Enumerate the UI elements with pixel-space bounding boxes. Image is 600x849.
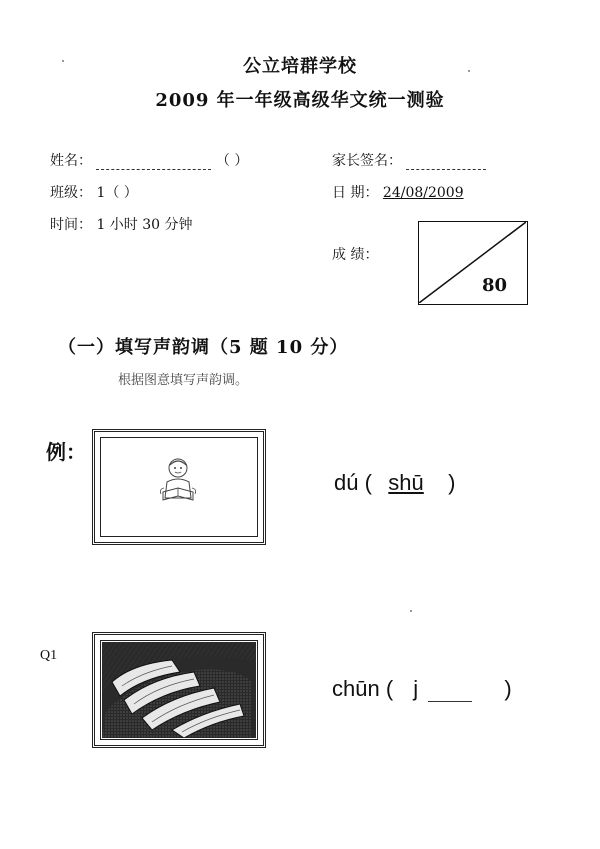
- date-field: [332, 182, 464, 202]
- exam-title: 2009 年一年级高级华文统一测验: [155, 90, 445, 111]
- question-1-pinyin: [332, 676, 512, 702]
- spring-rolls-photo: [102, 642, 256, 738]
- example-pinyin: [334, 470, 456, 496]
- scan-speck: [468, 70, 470, 72]
- time-label: 时间：: [50, 217, 92, 233]
- scan-speck: [62, 60, 64, 62]
- question-1-answer-blank[interactable]: [428, 681, 472, 702]
- score-value: 80: [481, 275, 507, 296]
- score-label: 成 绩：: [332, 247, 379, 263]
- parent-signature-field: [332, 150, 486, 170]
- example-label: 例：: [46, 440, 86, 464]
- question-1-pinyin-prefix: chūn (: [332, 676, 394, 701]
- name-field: [50, 150, 248, 170]
- name-blank[interactable]: [96, 169, 211, 170]
- question-1-initial: j: [413, 676, 419, 701]
- question-1-label: Q1: [40, 648, 58, 663]
- example-picture-frame: [92, 429, 266, 545]
- school-name: 公立培群学校: [243, 56, 357, 77]
- question-1-pinyin-suffix: ): [504, 676, 512, 701]
- time-field: [50, 214, 193, 234]
- example-pinyin-suffix: ): [448, 470, 456, 495]
- child-reading-illustration: [155, 456, 201, 506]
- section-heading: （一）填写声韵调（5 题 10 分）: [58, 337, 349, 358]
- class-value: 1（ ）: [96, 185, 138, 201]
- date-label: 日 期：: [332, 185, 379, 201]
- class-label: 班级：: [50, 185, 92, 201]
- scan-speck: [410, 610, 412, 612]
- date-value: 24/08/2009: [382, 185, 464, 201]
- name-paren: （ ）: [215, 153, 249, 169]
- score-box: [418, 221, 528, 305]
- time-value: 1 小时 30 分钟: [96, 217, 193, 233]
- name-label: 姓名：: [50, 153, 92, 169]
- score-box-diagonal: [419, 222, 526, 303]
- signature-label: 家长签名：: [332, 153, 402, 169]
- signature-blank[interactable]: [406, 169, 486, 170]
- example-pinyin-prefix: dú (: [334, 470, 372, 495]
- question-1-picture-frame: [92, 632, 266, 748]
- class-field: [50, 182, 138, 202]
- section-instruction: 根据图意填写声韵调。: [118, 373, 249, 388]
- example-pinyin-answer: shū: [388, 470, 424, 495]
